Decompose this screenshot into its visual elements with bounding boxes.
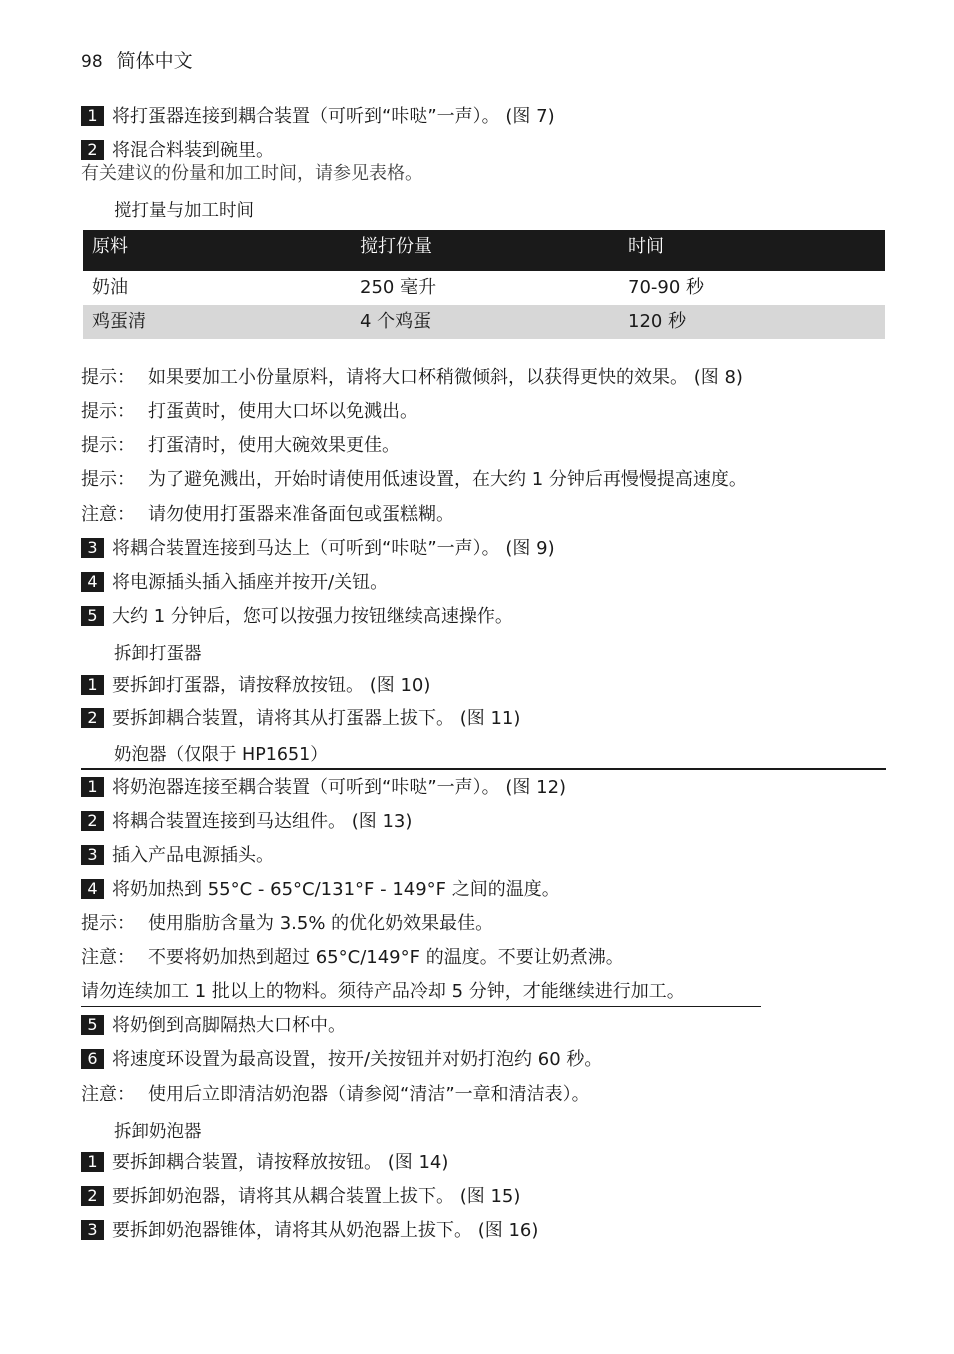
tip-label: 提示： <box>81 401 135 422</box>
step-number-badge: 2 <box>81 1186 104 1206</box>
tip-text: 使用脂肪含量为 3.5% 的优化奶效果最佳。 <box>148 913 494 934</box>
table-cell: 120 秒 <box>628 311 687 332</box>
tip-item <box>81 468 747 492</box>
step-item <box>81 1014 346 1038</box>
step-item <box>81 810 412 834</box>
step-number-badge: 3 <box>81 538 104 558</box>
tip-label: 提示： <box>81 435 135 456</box>
note-item <box>81 503 454 527</box>
step-number-badge: 1 <box>81 675 104 695</box>
note-label: 注意： <box>81 1084 135 1105</box>
step-text: 将耦合装置连接到马达组件。 (图 13) <box>112 811 413 832</box>
step-item <box>81 878 560 902</box>
step-text: 将混合料装到碗里。 <box>112 140 274 161</box>
note-text: 请勿使用打蛋器来准备面包或蛋糕糊。 <box>148 504 454 525</box>
whisk-note: 有关建议的份量和加工时间，请参见表格。 <box>81 163 423 184</box>
step-text: 插入产品电源插头。 <box>112 845 274 866</box>
tip-item <box>81 400 418 424</box>
note-text: 使用后立即清洁奶泡器（请参阅“清洁”一章和清洁表）。 <box>148 1084 590 1105</box>
tip-text: 如果要加工小份量原料，请将大口杯稍微倾斜，以获得更快的效果。 (图 8) <box>148 367 743 388</box>
tip-text: 为了避免溅出，开始时请使用低速设置，在大约 1 分钟后再慢慢提高速度。 <box>148 469 747 490</box>
step-text: 要拆卸耦合装置，请将其从打蛋器上拔下。 (图 11) <box>112 708 521 729</box>
step-number-badge: 1 <box>81 777 104 797</box>
section-heading: 拆卸奶泡器 <box>114 1122 202 1142</box>
step-text: 将电源插头插入插座并按开/关钮。 <box>112 572 389 593</box>
step-text: 要拆卸奶泡器锥体，请将其从奶泡器上拔下。 (图 16) <box>112 1220 539 1241</box>
table-header-cell: 原料 <box>92 236 128 257</box>
tip-text: 打蛋清时，使用大碗效果更佳。 <box>148 435 400 456</box>
step-item <box>81 844 274 868</box>
table-header-cell: 时间 <box>628 236 664 257</box>
section-heading: 拆卸打蛋器 <box>114 644 202 664</box>
step-number-badge: 3 <box>81 845 104 865</box>
warning-underline <box>81 1006 761 1007</box>
step-number-badge: 6 <box>81 1049 104 1069</box>
note-label: 注意： <box>81 504 135 525</box>
tip-label: 提示： <box>81 367 135 388</box>
section-divider <box>81 768 886 770</box>
step-item <box>81 776 566 800</box>
table-cell: 鸡蛋清 <box>92 311 146 332</box>
note-label: 注意： <box>81 947 135 968</box>
tip-item <box>81 434 400 458</box>
step-number-badge: 5 <box>81 1015 104 1035</box>
step-item <box>81 1219 538 1243</box>
step-number-badge: 2 <box>81 708 104 728</box>
step-item <box>81 1185 520 1209</box>
step-text: 将耦合装置连接到马达上（可听到“咔哒”一声）。 (图 9) <box>112 538 555 559</box>
step-number-badge: 1 <box>81 1152 104 1172</box>
step-item <box>81 605 513 629</box>
table-row <box>83 305 885 339</box>
table-title: 搅打量与加工时间 <box>114 201 254 221</box>
step-item <box>81 571 388 595</box>
warning-text: 请勿连续加工 1 批以上的物料。须待产品冷却 5 分钟，才能继续进行加工。 <box>81 981 685 1002</box>
step-text: 将速度环设置为最高设置，按开/关按钮并对奶打泡约 60 秒。 <box>112 1049 603 1070</box>
step-item <box>81 139 274 163</box>
step-number-badge: 1 <box>81 106 104 126</box>
step-text: 将奶加热到 55°C - 65°C/131°F - 149°F 之间的温度。 <box>112 879 560 900</box>
page-number: 98 <box>81 52 103 72</box>
step-item <box>81 1151 448 1175</box>
step-text: 将打蛋器连接到耦合装置（可听到“咔哒”一声）。 (图 7) <box>112 106 555 127</box>
step-number-badge: 4 <box>81 879 104 899</box>
table-header-cell: 搅打份量 <box>360 236 432 257</box>
tip-label: 提示： <box>81 469 135 490</box>
table-cell: 250 毫升 <box>360 277 437 298</box>
section-heading: 奶泡器（仅限于 HP1651） <box>114 745 328 765</box>
step-text: 大约 1 分钟后，您可以按强力按钮继续高速操作。 <box>112 606 513 627</box>
note-text: 不要将奶加热到超过 65°C/149°F 的温度。不要让奶煮沸。 <box>148 947 624 968</box>
step-number-badge: 5 <box>81 606 104 626</box>
page-header <box>81 46 193 73</box>
tip-item <box>81 912 493 936</box>
step-item <box>81 674 430 698</box>
step-item <box>81 537 555 561</box>
table-cell: 奶油 <box>92 277 128 298</box>
step-text: 要拆卸耦合装置，请按释放按钮。 (图 14) <box>112 1152 449 1173</box>
step-number-badge: 4 <box>81 572 104 592</box>
step-text: 将奶倒到高脚隔热大口杯中。 <box>112 1015 346 1036</box>
step-text: 要拆卸奶泡器，请将其从耦合装置上拔下。 (图 15) <box>112 1186 521 1207</box>
step-text: 将奶泡器连接至耦合装置（可听到“咔哒”一声）。 (图 12) <box>112 777 567 798</box>
tip-text: 打蛋黄时，使用大口坏以免溅出。 <box>148 401 418 422</box>
step-number-badge: 2 <box>81 811 104 831</box>
table-cell: 4 个鸡蛋 <box>360 311 432 332</box>
table-header-row <box>83 230 885 271</box>
table-cell: 70-90 秒 <box>628 277 705 298</box>
note-item <box>81 1083 590 1107</box>
tip-label: 提示： <box>81 913 135 934</box>
note-item <box>81 946 624 970</box>
step-item <box>81 1048 602 1072</box>
step-text: 要拆卸打蛋器，请按释放按钮。 (图 10) <box>112 675 431 696</box>
step-item <box>81 105 555 129</box>
step-number-badge: 2 <box>81 140 104 160</box>
table-row <box>83 271 885 305</box>
quantity-time-table <box>83 230 885 339</box>
step-number-badge: 3 <box>81 1220 104 1240</box>
page-language: 简体中文 <box>116 50 193 72</box>
tip-item <box>81 366 743 390</box>
step-item <box>81 707 520 731</box>
